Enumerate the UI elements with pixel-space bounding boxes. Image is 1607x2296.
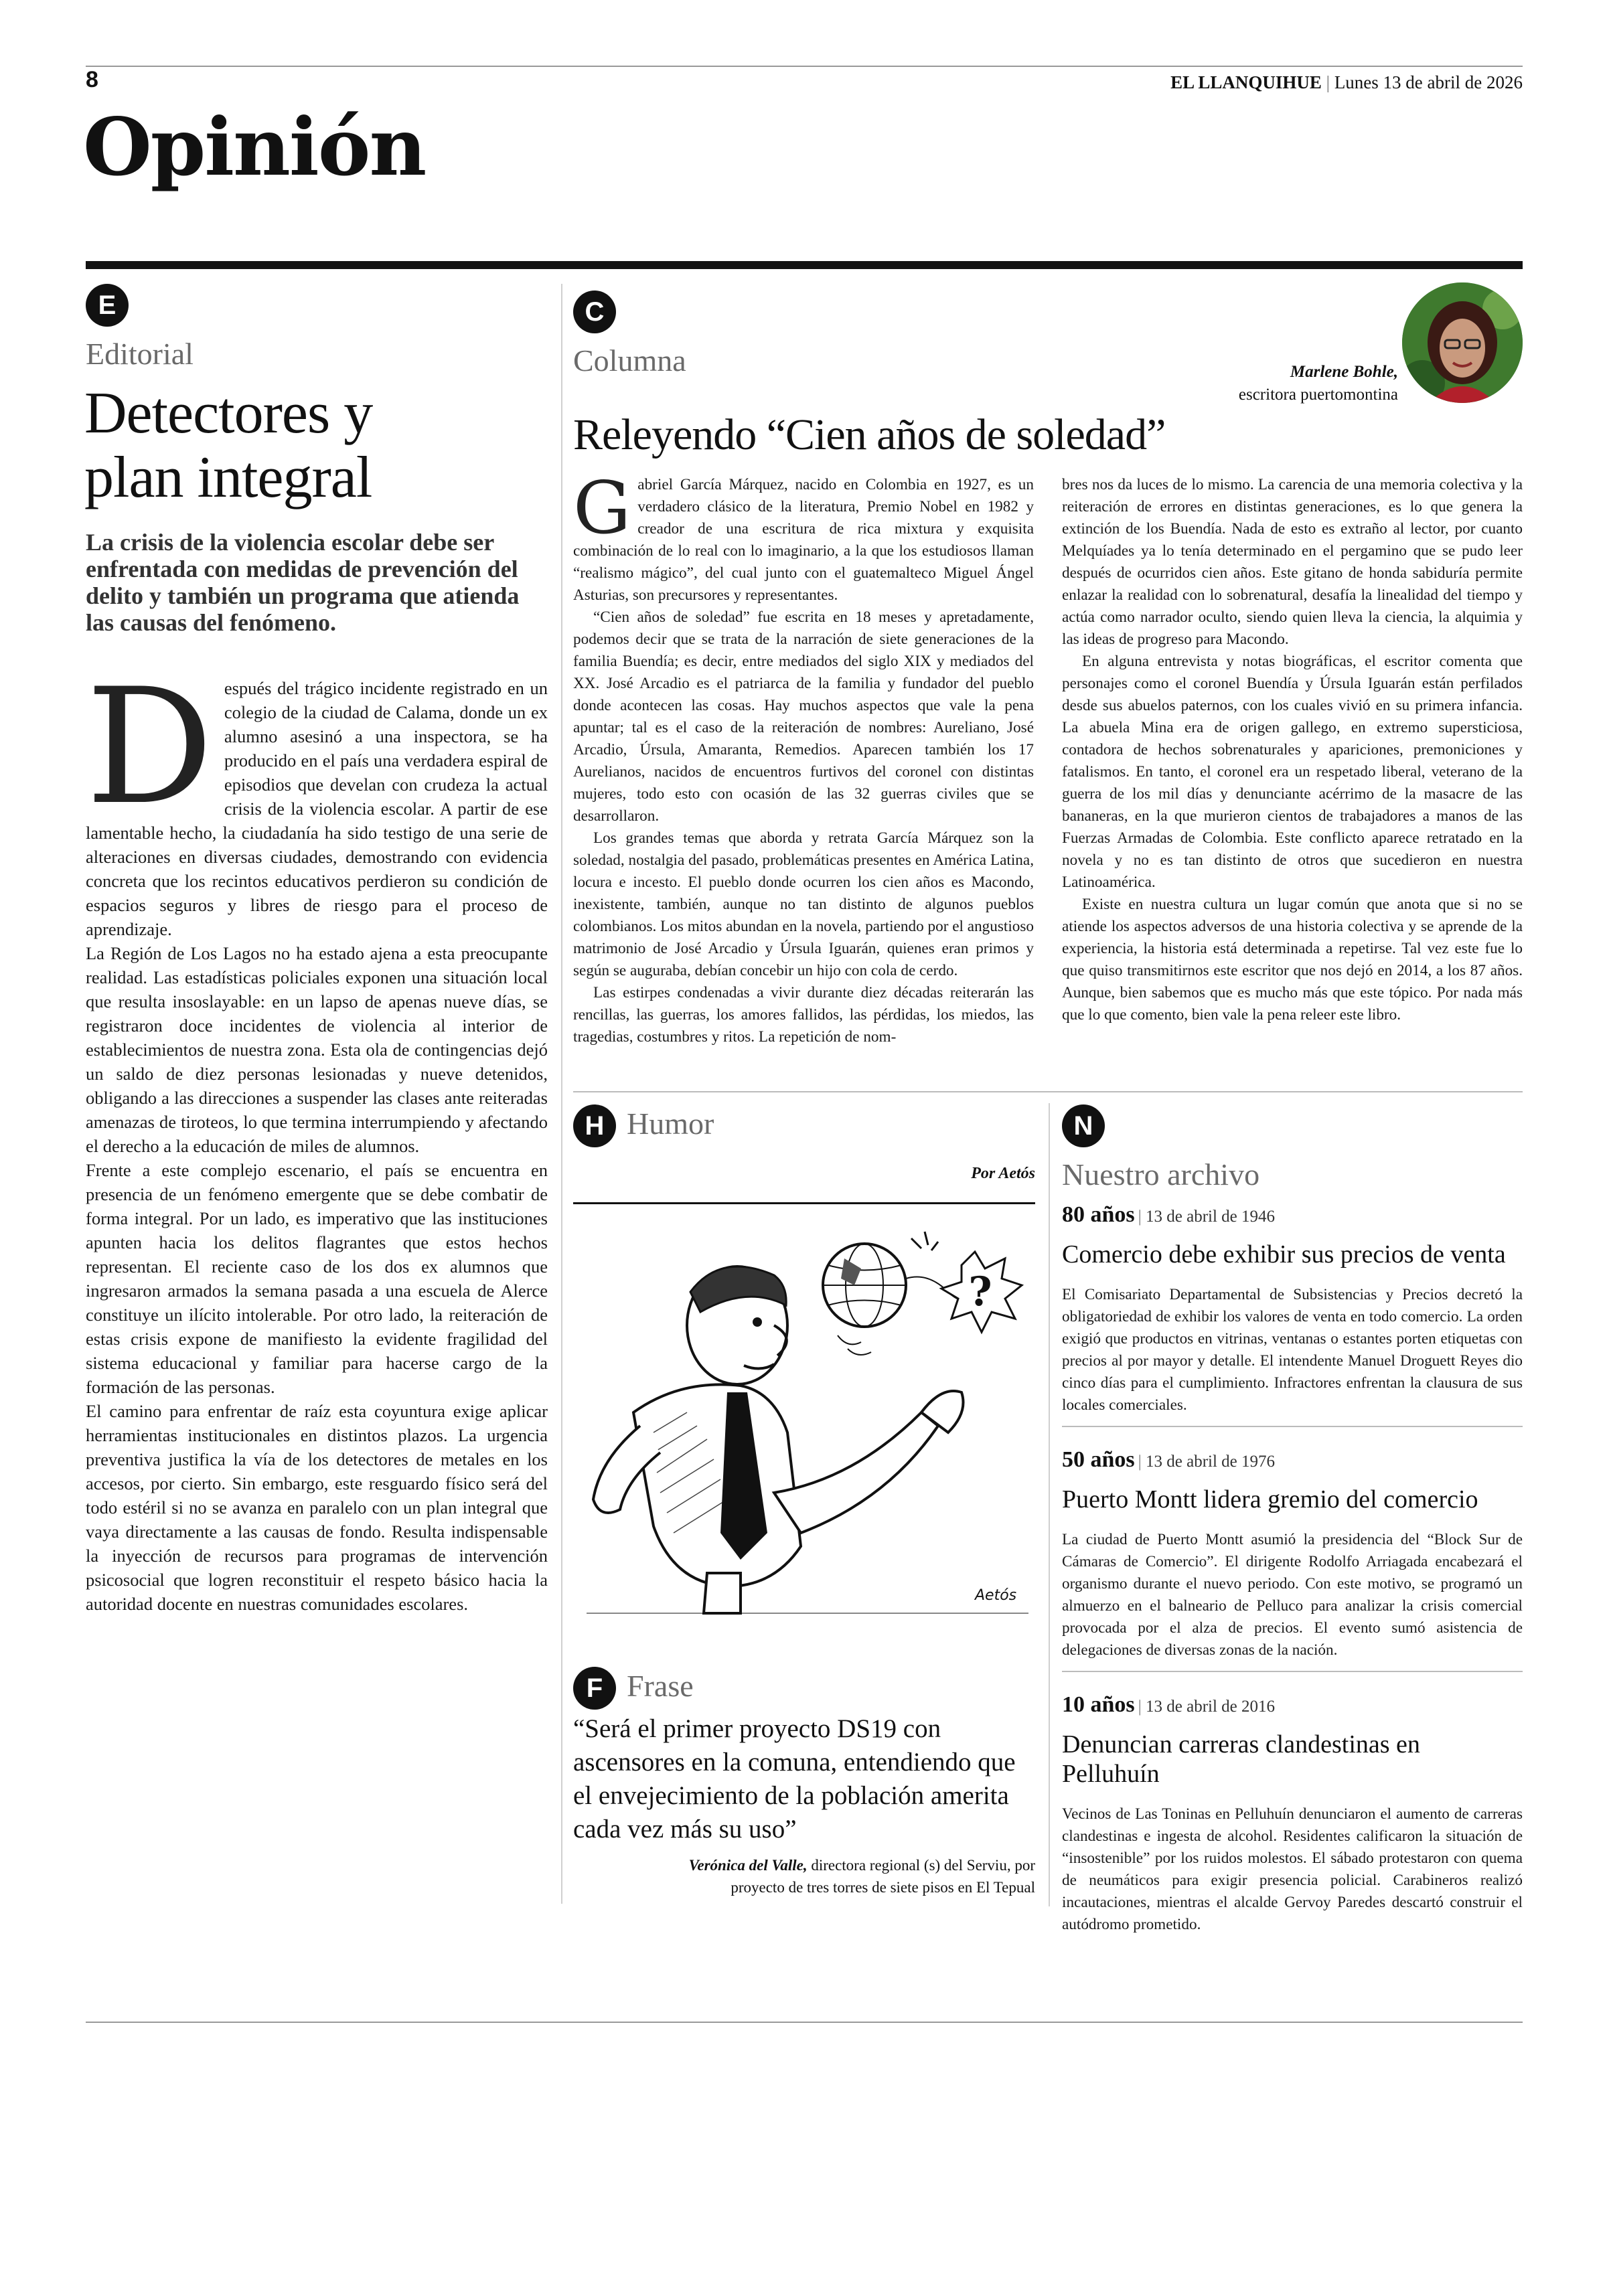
archivo-badge: N: [1062, 1104, 1105, 1147]
editorial-paragraph: Frente a este complejo escenario, el país se encuentra en presencia de un fenómeno emergente que se debe combatir de forma integral. Por un lado, es imperativo que las instituciones apunten hacia los delitos flagrantes que estos hechos representan. El reciente caso de los dos ex alumnos que ingresaron armados la semana pasada a una escuela de Alerce constituye un ilícito intolerable. Por otro lado, la reiteración de estas crisis expone de manifiesto la evidente fragilidad del sistema educacional y familiar para hacerse cargo de la formación de las personas.: [86, 1160, 548, 1397]
archivo-date: 13 de abril de 1946: [1146, 1208, 1276, 1226]
archivo-date: 13 de abril de 1976: [1146, 1453, 1276, 1471]
editorial-paragraph: Después del trágico incidente registrado en un colegio de la ciudad de Calama, donde un ex alumno asesinó a una inspectora, se ha producido en el país una verdadera espiral de episodios que develan con crudeza la actual crisis de la violencia escolar. A partir de ese lamentable hecho, la ciudadanía ha sido testigo de una serie de alteraciones en diversas ciudades, demostrando con evidencia concreta que los recintos educativos perdieron su condición de espacios seguros y libres de riesgo para el proceso de aprendizaje.: [86, 655, 548, 939]
archivo-rule: [1062, 1426, 1523, 1427]
column-title: Releyendo “Cien años de soledad”: [573, 410, 1166, 459]
column-paragraph: Gabriel García Márquez, nacido en Colombia en 1927, es un verdadero clásico de la literatura, Premio Nobel en 1982 y creador de una escritura de rica mixtura y exquisita combinación de lo real con lo imaginario, a la que los estudiosos llaman “realismo mágico”, del cual junto con el guatemalteco Miguel Ángel Asturias, son precursores y representantes.: [573, 467, 1034, 604]
frase-attribution-line1: Verónica del Valle, directora regional (s) del Serviu, por: [688, 1857, 1035, 1874]
archivo-title: Denuncian carreras clandestinas en Pelluhuín: [1062, 1730, 1420, 1788]
editorial-badge: E: [86, 284, 129, 327]
newspaper-name: EL LLANQUIHUE: [1170, 72, 1322, 92]
humor-archive-divider: [1049, 1103, 1050, 1906]
cartoon-illustration: [573, 1212, 1035, 1627]
archivo-item: [1062, 1447, 1523, 1661]
page-bottom-rule: [86, 2022, 1523, 2023]
editorial-title: [84, 382, 372, 510]
frase-author: Verónica del Valle,: [688, 1857, 808, 1874]
humor-badge: H: [573, 1104, 616, 1147]
editorial-dropcap: D: [86, 655, 214, 840]
archivo-separator: |: [1138, 1698, 1146, 1716]
editorial-title-line1: Detectores y: [84, 381, 373, 446]
column-paragraph: Existe en nuestra cultura un lugar común que anota que si no se atiende los aspectos adversos de una historia colectiva y se aprende de la experiencia, la historia está determinada a repetirse. Tal vez este fue lo que quiso transmitirnos este escritor que nos dejó en 2014, a los 87 años. Aunque, bien sabemos que es mucho más que este tópico. Por nada más que lo que comento, bien vale la pena releer este libro.: [1062, 896, 1523, 1023]
archivo-title: Comercio debe exhibir sus precios de venta: [1062, 1240, 1506, 1268]
column-body-col1: [573, 467, 1034, 1048]
section-thick-rule: [86, 261, 1523, 269]
column-paragraph: Las estirpes condenadas a vivir durante diez décadas reiterarán las rencillas, las guerras, los amores fallidos, las pérdidas, los miedos, las tragedias, costumbres y ritos. La repetición de nom-: [573, 984, 1034, 1046]
author-name: Marlene Bohle,: [1290, 363, 1398, 381]
svg-text:?: ?: [968, 1268, 992, 1315]
frase-quote: “Será el primer proyecto DS19 con ascensores en la comuna, entendiendo que el envejecimiento de la población amerita cada vez más su uso”: [573, 1714, 1016, 1843]
page-number: 8: [86, 67, 98, 92]
header-top-rule: [86, 66, 1523, 67]
archivo-title: Puerto Montt lidera gremio del comercio: [1062, 1485, 1478, 1513]
editorial-paragraph: El camino para enfrentar de raíz esta coyuntura exige aplicar herramientas institucionales en distintos plazos. La urgencia preventiva justifica la vía de los detectores de metales en los accesos, por cierto. Sin embargo, este resguardo físico será del todo estéril si no se avanza en paralelo con un plan integral que vaya directamente a las causas de fondo. Resulta indispensable la inyección de recursos para programas de intervención psicosocial que logren reconstituir el respeto básico hacia la autoridad docente en nuestras comunidades escolares.: [86, 1401, 548, 1614]
column-paragraph: “Cien años de soledad” fue escrita en 18 meses y apretadamente, podemos decir que se trata de la narración de siete generaciones de la familia Buendía; es decir, entre mediados del siglo XIX y mediados del XX. José Arcadio es el patriarca de la familia y fundador del pueblo donde acontecen las cosas. Hay muchos aspectos que vale la pena apuntar; tal es el caso de la reiteración de nombres: Aureliano, José Arcadio, Úrsula, Amaranta, Remedios. Aparecen también los 17 Aurelianos, nacidos de encuentros furtivos del coronel con distintas mujeres, todo esto con ocasión de las 32 guerras civiles que se desarrollaron.: [573, 608, 1034, 825]
author-photo-illustration: [1402, 282, 1523, 403]
author-role: escritora puertomontina: [1238, 386, 1398, 404]
column-divider: [561, 284, 562, 1904]
humor-credit: Por Aetós: [971, 1165, 1035, 1182]
humor-cartoon: [573, 1212, 1035, 1627]
column-bottom-rule: [573, 1091, 1523, 1092]
archivo-item: [1062, 1202, 1523, 1416]
column-body-col2: [1062, 474, 1523, 1026]
humor-top-rule: [573, 1202, 1035, 1204]
column-label: Columna: [573, 343, 686, 378]
editorial-body: [86, 655, 548, 1616]
humor-label: Humor: [627, 1106, 714, 1141]
archivo-years: 80 años: [1062, 1202, 1135, 1227]
editorial-paragraph: La Región de Los Lagos no ha estado ajena a esta preocupante realidad. Las estadísticas policiales exponen una situación local que resulta insoslayable: en un lapso de apenas nueve días, se registraron doce incidentes de violencia al interior de establecimientos de nuestra zona. Esta ola de contingencias dejó un saldo de diez personas lesionadas y nueve detenidos, obligando a las direcciones a suspender las clases ante reiteradas amenazas de tiroteos, lo que termina interrumpiendo y afectando el derecho a la educación de miles de alumnos.: [86, 943, 548, 1156]
column-dropcap: G: [573, 467, 631, 550]
archivo-date: 13 de abril de 2016: [1146, 1698, 1276, 1716]
section-title: Opinión: [83, 100, 426, 193]
archivo-body: Vecinos de Las Toninas en Pelluhuín denunciaron el aumento de carreras clandestinas e ingesta de alcohol. Residentes calificaron la situación de “insostenible” por los ruidos molestos. El sábado protestaron con quema de neumáticos para exigir presencia policial. Carabineros realizó incautaciones, mientras el alcalde Gervoy Paredes descartó construir el autódromo prometido.: [1062, 1805, 1523, 1933]
editorial-lead: La crisis de la violencia escolar debe ser enfrentada con medidas de prevención del delito y también un programa que atienda las causas del fenómeno.: [86, 529, 520, 636]
cartoonist-signature: Aetós: [975, 1587, 1017, 1604]
column-paragraph: bres nos da luces de lo mismo. La carencia de una memoria colectiva y la reiteración de errores en distintas generaciones, es lo que genera la extinción de los Buendía. Nada de esto es extraño al lector, por cuanto Melquíades ya lo tenía determinado en el pergamino que se pudo leer después de ocurridos cien años. Este gitano de honda sabiduría permite enlazar la realidad con lo sobrenatural, desafía la linealidad del tiempo y actúa como narrador oculto, siendo quien lleva la ciencia, la alquimia y las ideas de progreso para Macondo.: [1062, 476, 1523, 648]
frase-label: Frase: [627, 1669, 694, 1703]
editorial-title-line2: plan integral: [84, 445, 372, 510]
column-paragraph: Los grandes temas que aborda y retrata García Márquez son la soledad, nostalgia del pasado, problemáticas presentes en América Latina, locura e incesto. El pueblo donde ocurren los cien años es Macondo, inexistente, también, aunque no tan distinto de algunos pueblos colombianos. Los mitos abundan en la novela, partiendo por el angustioso matrimonio de José Arcadio y Úrsula Iguarán, quienes eran primos y según se auguraba, debían concebir un hijo con cola de cerdo.: [573, 829, 1034, 979]
issue-date: Lunes 13 de abril de 2026: [1334, 72, 1523, 92]
archivo-rule: [1062, 1671, 1523, 1672]
archivo-years: 10 años: [1062, 1692, 1135, 1717]
header-masthead: [1170, 72, 1523, 93]
archivo-separator: |: [1138, 1208, 1146, 1226]
author-avatar: [1402, 282, 1523, 403]
archivo-years: 50 años: [1062, 1447, 1135, 1472]
editorial-label: Editorial: [86, 337, 194, 371]
archivo-body: La ciudad de Puerto Montt asumió la presidencia del “Block Sur de Cámaras de Comercio”. El dirigente Rodolfo Arriagada encabezará el organismo durante el nuevo periodo. Con este motivo, se programó un almuerzo en el balneario de Pelluco para analizar la crisis comercial provocada por el alza de precios. El evento sumó asistencia de delegaciones de diversas zonas de la nación.: [1062, 1531, 1523, 1659]
frase-badge: F: [573, 1667, 616, 1710]
archivo-label: Nuestro archivo: [1062, 1157, 1260, 1192]
column-badge: C: [573, 291, 616, 333]
archivo-separator: |: [1138, 1453, 1146, 1471]
column-paragraph: En alguna entrevista y notas biográficas, el escritor comenta que personajes como el coronel Buendía y Úrsula Iguarán están perfilados desde sus abuelos paternos, con los cuales vivió en su primera infancia. La abuela Mina era de origen gallego, en extremo supersticiosa, contadora de hechos sobrenaturales y apariciones, premoniciones y fatalismos. En tanto, el coronel era un respetado liberal, veterano de la guerra de los mil días y denunciante acérrimo de la masacre de las bananeras, en la que murieron cientos de trabajadores a manos de las Fuerzas Armadas de Colombia. Este conflicto aparece retratado en la novela y no es tan distinto de otros que sucedieron en nuestra Latinoamérica.: [1062, 653, 1523, 891]
archivo-body: El Comisariato Departamental de Subsistencias y Precios decretó la obligatoriedad de exhibir los valores de venta en todo comercio. La orden exigió que productos en vitrinas, ventanas o estantes porten etiquetas con precios al por mayor y detalle. El intendente Manuel Droguett Reyes dio cinco días para el cumplimiento. Infractores enfrentan la clausura de sus locales comerciales.: [1062, 1286, 1523, 1414]
masthead-separator: |: [1326, 72, 1334, 92]
archivo-item: [1062, 1692, 1523, 1936]
frase-attribution-line2: proyecto de tres torres de siete pisos en El Tepual: [731, 1879, 1035, 1896]
frase-attribution: [573, 1854, 1035, 1898]
